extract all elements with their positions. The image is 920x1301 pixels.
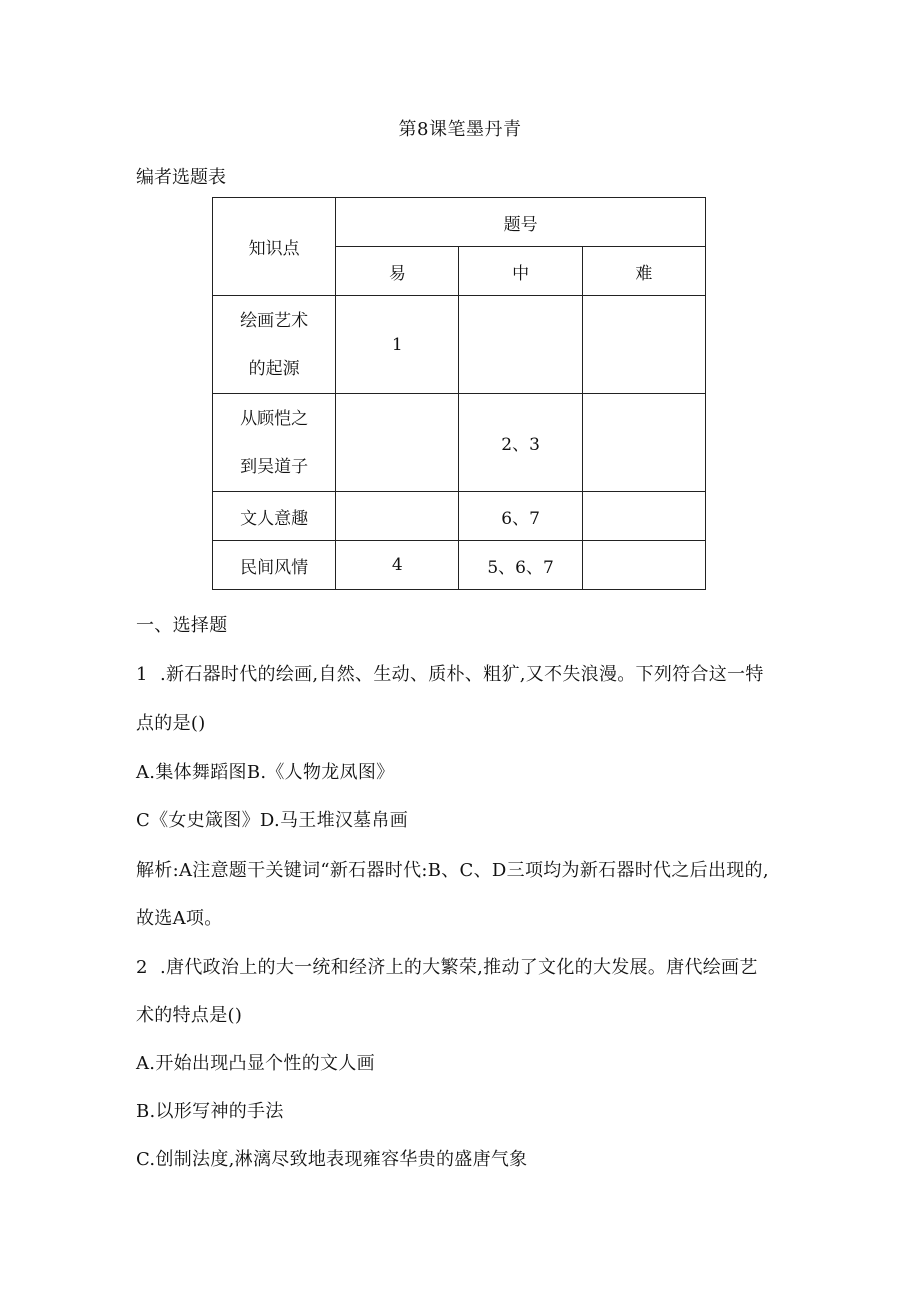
question-2-stem bbox=[136, 953, 796, 979]
question-number: 1 bbox=[136, 664, 148, 685]
easy-cell bbox=[336, 394, 459, 492]
medium-cell: 5、6、7 bbox=[459, 541, 582, 590]
easy-cell: 4 bbox=[336, 541, 459, 590]
question-number: 2 bbox=[136, 957, 148, 978]
table-caption: 编者选题表 bbox=[136, 167, 226, 188]
table-row bbox=[213, 541, 706, 590]
header-knowledge-point: 知识点 bbox=[213, 198, 336, 296]
hard-cell bbox=[582, 492, 705, 541]
easy-cell bbox=[336, 492, 459, 541]
question-2-option-a: A.开始出现凸显个性的文人画 bbox=[136, 1053, 375, 1074]
question-1-analysis: 解析:A注意题干关键词“新石器时代:B、C、D三项均为新石器时代之后出现的, bbox=[136, 860, 769, 881]
header-level-easy: 易 bbox=[336, 247, 459, 296]
knowledge-point-line: 的起源 bbox=[248, 358, 300, 379]
table-row bbox=[213, 394, 706, 492]
question-1-options-ab: A.集体舞蹈图B.《人物龙凤图》 bbox=[136, 762, 395, 783]
question-1-stem bbox=[136, 660, 796, 686]
header-level-hard: 难 bbox=[582, 247, 705, 296]
easy-cell: 1 bbox=[336, 296, 459, 394]
page-title: 第8课笔墨丹青 bbox=[398, 119, 522, 140]
hard-cell bbox=[582, 394, 705, 492]
question-1-analysis-cont: 故选A项。 bbox=[136, 908, 223, 929]
question-2-option-b: B.以形写神的手法 bbox=[136, 1101, 284, 1122]
section-heading: 一、选择题 bbox=[136, 615, 228, 636]
medium-cell: 6、7 bbox=[459, 492, 582, 541]
question-1-stem-cont: 点的是() bbox=[136, 713, 206, 734]
question-text: .新石器时代的绘画,自然、生动、质朴、粗犷,又不失浪漫。下列符合这一特 bbox=[160, 664, 764, 685]
question-1-options-cd: C《女史箴图》D.马王堆汉墓帛画 bbox=[136, 810, 409, 831]
knowledge-point-line: 到吴道子 bbox=[240, 456, 309, 477]
hard-cell bbox=[582, 541, 705, 590]
question-2-option-c: C.创制法度,淋漓尽致地表现雍容华贵的盛唐气象 bbox=[136, 1149, 528, 1170]
header-question-number: 题号 bbox=[336, 198, 706, 247]
knowledge-point-line: 绘画艺术 bbox=[240, 310, 309, 331]
question-2-stem-cont: 术的特点是() bbox=[136, 1005, 243, 1026]
knowledge-point-cell: 民间风情 bbox=[213, 541, 336, 590]
knowledge-point-cell bbox=[213, 394, 336, 492]
table-row bbox=[213, 492, 706, 541]
header-level-medium: 中 bbox=[459, 247, 582, 296]
knowledge-point-cell bbox=[213, 296, 336, 394]
table-row bbox=[213, 296, 706, 394]
question-selection-table bbox=[212, 197, 706, 590]
medium-cell bbox=[459, 296, 582, 394]
medium-cell: 2、3 bbox=[459, 394, 582, 492]
question-text: .唐代政治上的大一统和经济上的大繁荣,推动了文化的大发展。唐代绘画艺 bbox=[160, 957, 758, 978]
hard-cell bbox=[582, 296, 705, 394]
knowledge-point-line: 从顾恺之 bbox=[240, 408, 309, 429]
knowledge-point-cell: 文人意趣 bbox=[213, 492, 336, 541]
